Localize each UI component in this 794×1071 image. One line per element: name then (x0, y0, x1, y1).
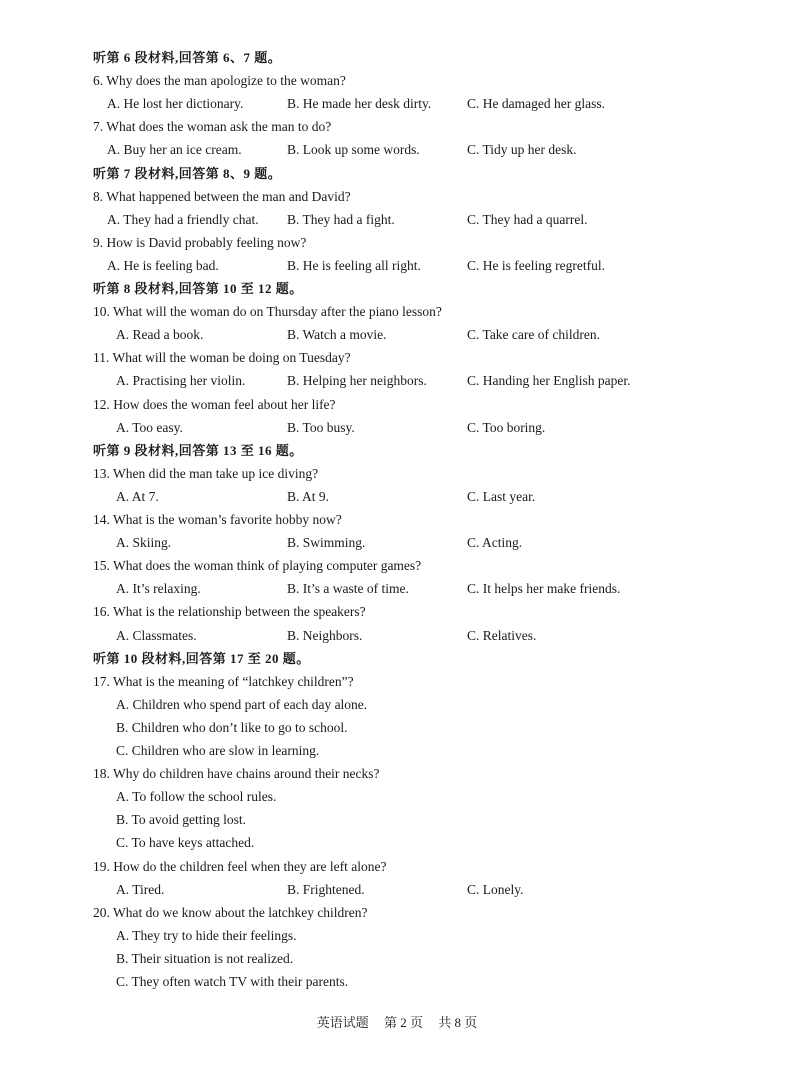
section-instruction: 听第 7 段材料,回答第 8、9 题。 (93, 165, 282, 181)
answer-option: A. He is feeling bad. (107, 257, 219, 273)
answer-option: C. Tidy up her desk. (467, 142, 577, 158)
answer-option: A. Tired. (116, 881, 165, 897)
answer-option: A. Skiing. (116, 535, 172, 551)
answer-options-row (0, 420, 794, 436)
answer-option: B. Swimming. (287, 535, 366, 551)
question-text: 15. What does the woman think of playing computer games? (93, 558, 422, 574)
answer-options-row (0, 212, 794, 228)
answer-option: C. Too boring. (467, 419, 546, 435)
answer-option: C. They often watch TV with their parents. (116, 974, 349, 989)
question-text: 20. What do we know about the latchkey children? (93, 904, 368, 920)
answer-option: B. Watch a movie. (287, 327, 387, 343)
section-instruction: 听第 8 段材料,回答第 10 至 12 题。 (93, 281, 303, 296)
answer-option: C. Children who are slow in learning. (116, 743, 320, 758)
answer-option: B. Frightened. (287, 881, 365, 897)
answer-option: C. He damaged her glass. (467, 96, 605, 112)
question-text: 11. What will the woman be doing on Tuesday? (93, 350, 351, 366)
answer-options-row (0, 535, 794, 551)
answer-option: C. To have keys attached. (116, 835, 255, 851)
answer-option: A. Read a book. (116, 327, 204, 343)
answer-option: B. He is feeling all right. (287, 257, 421, 273)
answer-option: A. He lost her dictionary. (107, 96, 244, 112)
answer-option: B. Neighbors. (287, 627, 363, 643)
question-text: 14. What is the woman’s favorite hobby now? (93, 512, 342, 527)
section-instruction: 听第 10 段材料,回答第 17 至 20 题。 (93, 650, 310, 666)
answer-option: C. They had a quarrel. (467, 211, 588, 227)
section-instruction: 听第 9 段材料,回答第 13 至 16 题。 (93, 442, 303, 458)
answer-options-row (0, 373, 794, 389)
answer-option: A. Practising her violin. (116, 373, 246, 389)
answer-option: B. It’s a waste of time. (287, 581, 409, 597)
answer-option: B. Their situation is not realized. (116, 950, 294, 966)
answer-option: A. To follow the school rules. (116, 789, 277, 805)
question-text: 18. Why do children have chains around their necks? (93, 766, 380, 782)
answer-option: C. Last year. (467, 488, 536, 504)
answer-option: C. It helps her make friends. (467, 581, 621, 597)
answer-options-row (0, 882, 794, 898)
question-text: 10. What will the woman do on Thursday after the piano lesson? (93, 304, 442, 320)
answer-options-row (0, 258, 794, 274)
question-text: 12. How does the woman feel about her life? (93, 396, 336, 412)
footer-total-pages: 共 8 页 (438, 1015, 478, 1030)
answer-options-row (0, 327, 794, 343)
question-text: 7. What does the woman ask the man to do? (93, 119, 332, 135)
answer-option: A. Too easy. (116, 419, 183, 435)
answer-option: B. To avoid getting lost. (116, 812, 247, 828)
question-text: 13. When did the man take up ice diving? (93, 465, 319, 481)
answer-option: A. Buy her an ice cream. (107, 142, 242, 158)
question-text: 17. What is the meaning of “latchkey children”? (93, 673, 354, 689)
answer-option: B. He made her desk dirty. (287, 96, 432, 112)
footer-subject: 英语试题 (316, 1015, 369, 1030)
answer-options-row (0, 489, 794, 505)
answer-option: A. It’s relaxing. (116, 581, 201, 597)
question-text: 9. How is David probably feeling now? (93, 234, 307, 250)
answer-option: A. They had a friendly chat. (107, 211, 259, 227)
question-text: 8. What happened between the man and David? (93, 188, 351, 204)
question-text: 19. How do the children feel when they are left alone? (93, 858, 387, 874)
answer-options-row (0, 142, 794, 158)
answer-options-row (0, 581, 794, 597)
answer-option: B. At 9. (287, 488, 330, 504)
footer-page-number: 第 2 页 (383, 1015, 423, 1030)
answer-option: B. Helping her neighbors. (287, 373, 427, 389)
answer-options-row (0, 628, 794, 644)
answer-option: A. They try to hide their feelings. (116, 927, 297, 943)
answer-option: B. Children who don’t like to go to school. (116, 719, 348, 735)
question-text: 6. Why does the man apologize to the woman? (93, 73, 346, 89)
answer-option: A. Children who spend part of each day alone. (116, 696, 368, 712)
question-text: 16. What is the relationship between the speakers? (93, 604, 366, 620)
page-footer (0, 1012, 794, 1031)
answer-option: B. Too busy. (287, 419, 355, 435)
answer-option: C. Take care of children. (467, 327, 600, 343)
answer-option: A. Classmates. (116, 627, 197, 643)
section-instruction: 听第 6 段材料,回答第 6、7 题。 (93, 50, 282, 65)
answer-option: C. Acting. (467, 535, 523, 551)
answer-option: C. He is feeling regretful. (467, 257, 605, 273)
answer-option: C. Lonely. (467, 881, 524, 897)
answer-options-row (0, 96, 794, 112)
answer-option: A. At 7. (116, 488, 159, 504)
answer-option: C. Handing her English paper. (467, 373, 631, 389)
answer-option: B. They had a fight. (287, 211, 395, 227)
answer-option: B. Look up some words. (287, 142, 420, 158)
answer-option: C. Relatives. (467, 627, 537, 643)
